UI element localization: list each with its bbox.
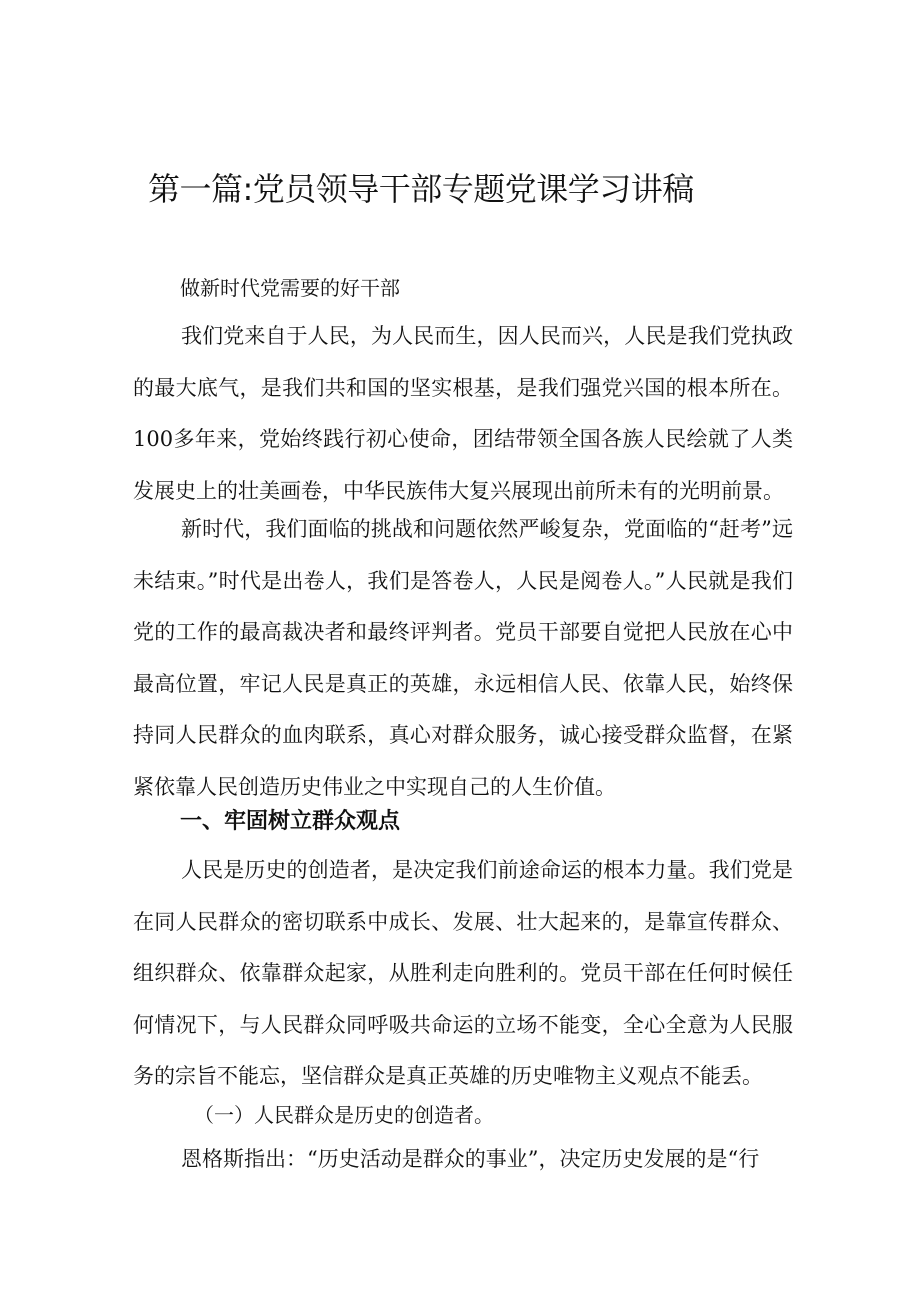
paragraph-engels: 恩格斯指出：“历史活动是群众的事业”，决定历史发展的是“行 — [181, 1147, 760, 1171]
document-title: 第一篇:党员领导干部专题党课学习讲稿 — [148, 170, 694, 208]
paragraph-new-era: 新时代，我们面临的挑战和问题依然严峻复杂，党面临的“赶考”远未结束。”时代是出卷人，我们是答卷人，人民是阅卷人。”人民就是我们党的工作的最高裁决者和最终评判者。党员干部要自觉把人民放在心中最高位置，牢记人民是真正的英雄，永远相信人民、依靠人民，始终保持同人民群众的血肉联系，真心对群众服务，诚心接受群众监督，在紧紧依靠人民创造历史伟业之中实现自己的人生价值。 — [133, 517, 793, 799]
section-heading: 一、牢固树立群众观点 — [180, 809, 401, 834]
subsection-heading: （一）人民群众是历史的创造者。 — [194, 1103, 494, 1127]
paragraph-intro: 我们党来自于人民，为人民而生，因人民而兴，人民是我们党执政的最大底气，是我们共和国的坚实根基，是我们强党兴国的根本所在。100多年来，党始终践行初心使命，团结带领全国各族人民绘就了人类发展史上的壮美画卷，中华民族伟大复兴展现出前所未有的光明前景。 — [133, 324, 793, 503]
document-subtitle: 做新时代党需要的好干部 — [180, 276, 400, 300]
paragraph-section: 人民是历史的创造者，是决定我们前途命运的根本力量。我们党是在同人民群众的密切联系中成长、发展、壮大起来的，是靠宣传群众、组织群众、依靠群众起家，从胜利走向胜利的。党员干部在任何时候任何情况下，与人民群众同呼吸共命运的立场不能变，全心全意为人民服务的宗旨不能忘，坚信群众是真正英雄的历史唯物主义观点不能丢。 — [133, 858, 793, 1088]
